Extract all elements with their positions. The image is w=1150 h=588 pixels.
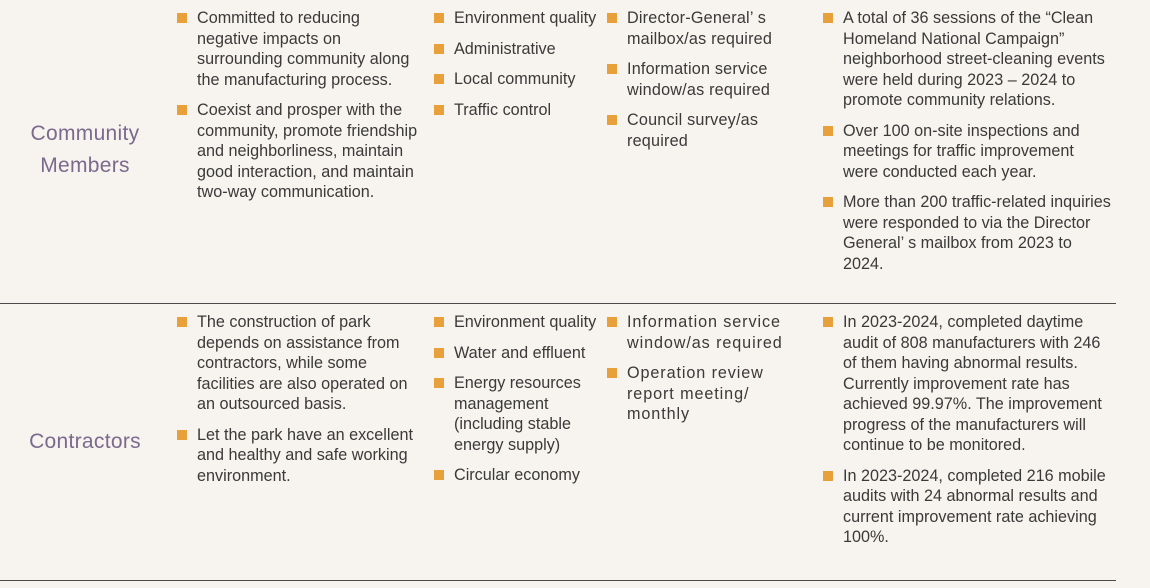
stakeholder-label-line: Community <box>30 122 140 145</box>
square-bullet-icon <box>823 13 833 23</box>
square-bullet-icon <box>607 13 617 23</box>
list-item: Operation review report meeting/ monthly <box>607 363 812 425</box>
table-row <box>0 304 1116 581</box>
list-item: In 2023-2024, completed daytime audit of 808 manufacturers with 246 of them having abnormal results. Currently improvement rate has achieved 99.97%. The improvement progress of the manufacturers will continue to be monitored. <box>823 312 1113 456</box>
square-bullet-icon <box>177 317 187 327</box>
channels-column <box>607 8 812 161</box>
square-bullet-icon <box>434 44 444 54</box>
square-bullet-icon <box>607 368 617 378</box>
square-bullet-icon <box>434 13 444 23</box>
list-item: Energy resources management (including stable energy supply) <box>434 373 599 455</box>
list-item: Circular economy <box>434 465 599 486</box>
square-bullet-icon <box>607 317 617 327</box>
list-item: Committed to reducing negative impacts on surrounding community along the manufacturing process. <box>177 8 422 90</box>
concerns-column <box>177 8 422 213</box>
square-bullet-icon <box>434 348 444 358</box>
responses-column <box>823 8 1113 284</box>
square-bullet-icon <box>607 64 617 74</box>
list-item: More than 200 traffic-related inquiries were responded to via the Director General’ s mailbox from 2023 to 2024. <box>823 192 1113 274</box>
square-bullet-icon <box>177 13 187 23</box>
stakeholder-label-line: Contractors <box>29 430 141 453</box>
list-item: Coexist and prosper with the community, promote friendship and neighborliness, maintain good interaction, and maintain two-way communication. <box>177 100 422 203</box>
stakeholder-label-line: Members <box>40 154 130 177</box>
list-item: The construction of park depends on assistance from contractors, while some facilities are also operated on an outsourced basis. <box>177 312 422 415</box>
list-item: Local community <box>434 69 599 90</box>
list-item: A total of 36 sessions of the “Clean Homeland National Campaign” neighborhood street-cleaning events were held during 2023 – 2024 to promote community relations. <box>823 8 1113 111</box>
list-item: Council survey/as required <box>607 110 812 151</box>
square-bullet-icon <box>434 470 444 480</box>
square-bullet-icon <box>177 430 187 440</box>
topics-column <box>434 8 599 130</box>
list-item: Information service window/as required <box>607 312 812 353</box>
list-item: Information service window/as required <box>607 59 812 100</box>
list-item: Director-General’ s mailbox/as required <box>607 8 812 49</box>
list-item: Let the park have an excellent and healthy and safe working environment. <box>177 425 422 487</box>
square-bullet-icon <box>434 317 444 327</box>
square-bullet-icon <box>177 105 187 115</box>
list-item: In 2023-2024, completed 216 mobile audits with 24 abnormal results and current improvement rate achieving 100%. <box>823 466 1113 548</box>
list-item: Traffic control <box>434 100 599 121</box>
square-bullet-icon <box>823 471 833 481</box>
square-bullet-icon <box>823 197 833 207</box>
list-item: Environment quality <box>434 312 599 333</box>
square-bullet-icon <box>434 378 444 388</box>
list-item: Environment quality <box>434 8 599 29</box>
channels-column <box>607 312 812 435</box>
square-bullet-icon <box>823 317 833 327</box>
list-item: Administrative <box>434 39 599 60</box>
square-bullet-icon <box>434 74 444 84</box>
concerns-column <box>177 312 422 496</box>
responses-column <box>823 312 1113 558</box>
square-bullet-icon <box>607 115 617 125</box>
list-item: Over 100 on-site inspections and meetings for traffic improvement were conducted each year. <box>823 121 1113 183</box>
square-bullet-icon <box>823 126 833 136</box>
square-bullet-icon <box>434 105 444 115</box>
stakeholder-label <box>0 118 170 182</box>
stakeholder-label <box>0 426 170 458</box>
topics-column <box>434 312 599 496</box>
list-item: Water and effluent <box>434 343 599 364</box>
